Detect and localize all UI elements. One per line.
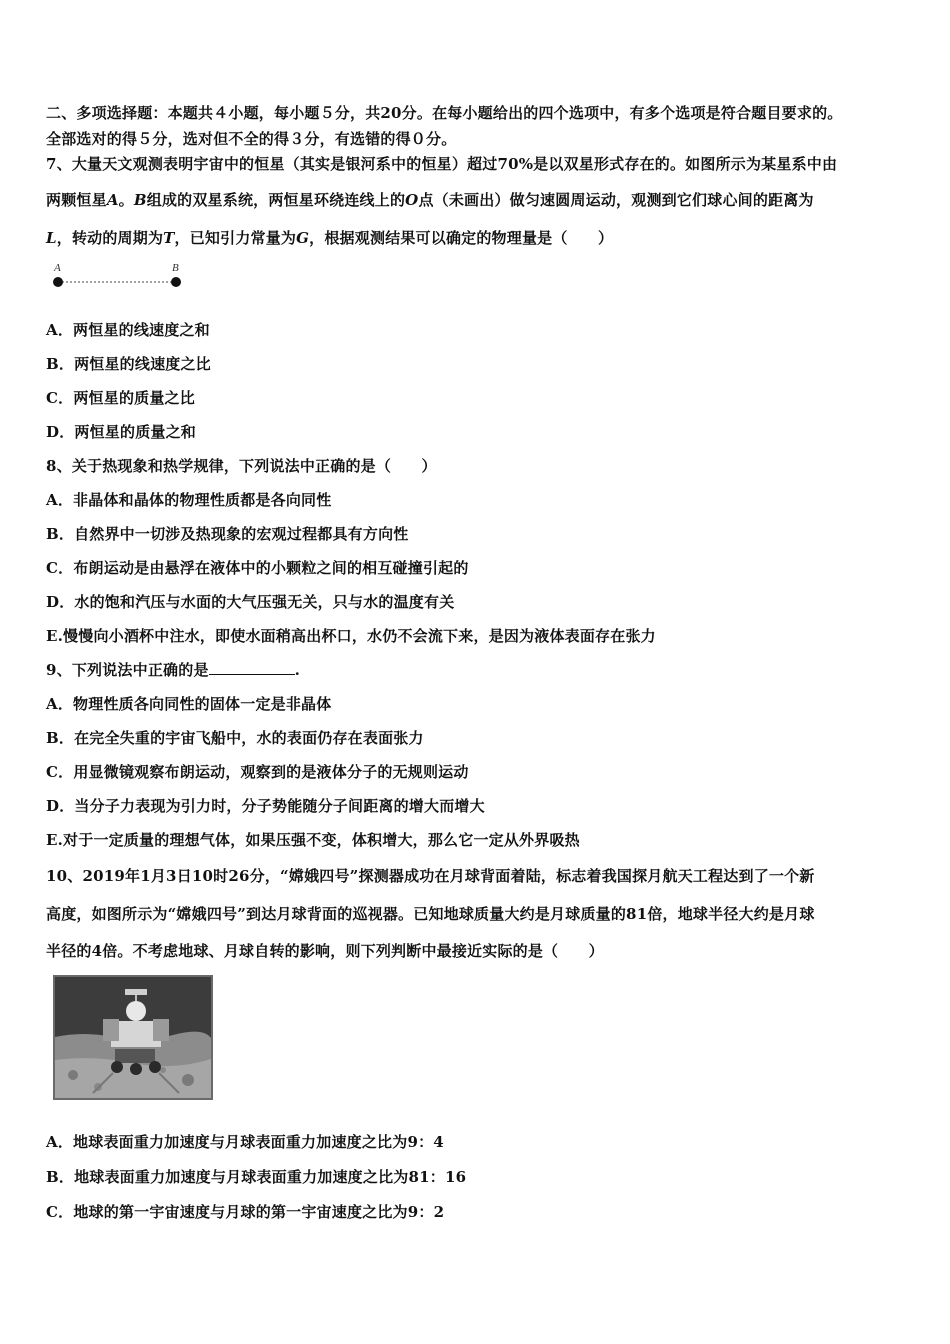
q10-option-c: C．地球的第一宇宙速度与月球的第一宇宙速度之比为9：2 [46,1203,445,1221]
q8-option-c: C．布朗运动是由悬浮在液体中的小颗粒之间的相互碰撞引起的 [46,559,469,577]
star-b-dot [171,277,181,287]
q9-stem [46,660,300,680]
q10-option-b: B．地球表面重力加速度与月球表面重力加速度之比为81：16 [46,1168,467,1186]
q7-text: ，已知引力常量为 [174,229,297,247]
q7-stem-line-1: 7、大量天文观测表明宇宙中的恒星（其实是银河系中的恒星）超过70%是以双星形式存在的。如图所示为某星系中由 [46,155,838,173]
q7-text: 点（未画出）做匀速圆周运动，观测到它们球心间的距离为 [418,191,814,209]
rover-antenna-dish [126,1001,146,1021]
section-header-line-2: 全部选对的得５分，选对但不全的得３分，有选错的得０分。 [46,130,457,148]
q9-stem-text: 9、下列说法中正确的是 [46,661,209,679]
rover-wheel [111,1061,123,1073]
q7-star-a: A [106,191,119,209]
star-a-dot [53,277,63,287]
q9-option-a: A．物理性质各向同性的固体一定是非晶体 [46,695,332,713]
q8-option-d: D．水的饱和汽压与水面的大气压强无关，只与水的温度有关 [46,593,455,611]
q10-stem-line-2: 高度，如图所示为“嫦娥四号”到达月球背面的巡视器。已知地球质量大约是月球质量的81倍，地球半径大约是月球 [46,905,815,923]
rover-solar-panel-left [103,1019,119,1041]
q9-option-c: C．用显微镜观察布朗运动，观察到的是液体分子的无规则运动 [46,763,469,781]
rover-chassis [115,1049,155,1063]
section-header-line-1: 二、多项选择题：本题共４小题，每小题５分，共20分。在每小题给出的四个选项中，有多个选项是符合题目要求的。 [46,104,843,122]
q7-option-d: D．两恒星的质量之和 [46,423,197,441]
lunar-rover-photo [53,975,213,1100]
q7-var-l: L [46,229,57,247]
rover-solar-panel-right [153,1019,169,1041]
q10-stem-line-1: 10、2019年1月3日10时26分，“嫦娥四号”探测器成功在月球背面着陆，标志着我国探月航天工程达到了一个新 [46,867,815,885]
q9-option-e: E.对于一定质量的理想气体，如果压强不变，体积增大，那么它一定从外界吸热 [46,831,580,849]
q7-option-b: B．两恒星的线速度之比 [46,355,211,373]
q9-option-d: D．当分子力表现为引力时，分子势能随分子间距离的增大而增大 [46,797,485,815]
q7-option-c: C．两恒星的质量之比 [46,389,195,407]
q7-var-g: G [296,229,310,247]
q7-text: ，转动的周期为 [56,229,164,247]
rover-mast-panel [125,989,147,995]
q7-option-a: A．两恒星的线速度之和 [46,321,210,339]
q7-stem-line-2 [46,190,814,210]
q9-option-b: B．在完全失重的宇宙飞船中，水的表面仍存在表面张力 [46,729,424,747]
q7-star-b: B [133,191,147,209]
binary-star-diagram [46,258,196,298]
q7-text: 两颗恒星 [46,191,107,209]
diagram-label-a: A [54,262,61,274]
q10-option-a: A．地球表面重力加速度与月球表面重力加速度之比为9：4 [46,1133,444,1151]
rover-wheel [130,1063,142,1075]
q10-stem-line-3: 半径的4倍。不考虑地球、月球自转的影响，则下列判断中最接近实际的是（ ） [46,942,604,960]
q7-stem-line-3 [46,228,613,248]
q7-text: 。 [118,191,134,209]
q8-stem: 8、关于热现象和热学规律，下列说法中正确的是（ ） [46,457,437,475]
q8-option-b: B．自然界中一切涉及热现象的宏观过程都具有方向性 [46,525,409,543]
q7-point-o: O [405,191,419,209]
q7-text: ，根据观测结果可以确定的物理量是（ ） [309,229,614,247]
q9-stem-end: . [294,661,301,679]
rover-wheel [149,1061,161,1073]
answer-blank [209,660,295,675]
diagram-label-b: B [172,262,179,274]
q7-var-t: T [163,229,175,247]
q7-text: 组成的双星系统，两恒星环绕连线上的 [146,191,406,209]
q8-option-a: A．非晶体和晶体的物理性质都是各向同性 [46,491,332,509]
q8-option-e: E.慢慢向小酒杯中注水，即使水面稍高出杯口，水仍不会流下来，是因为液体表面存在张力 [46,627,656,645]
